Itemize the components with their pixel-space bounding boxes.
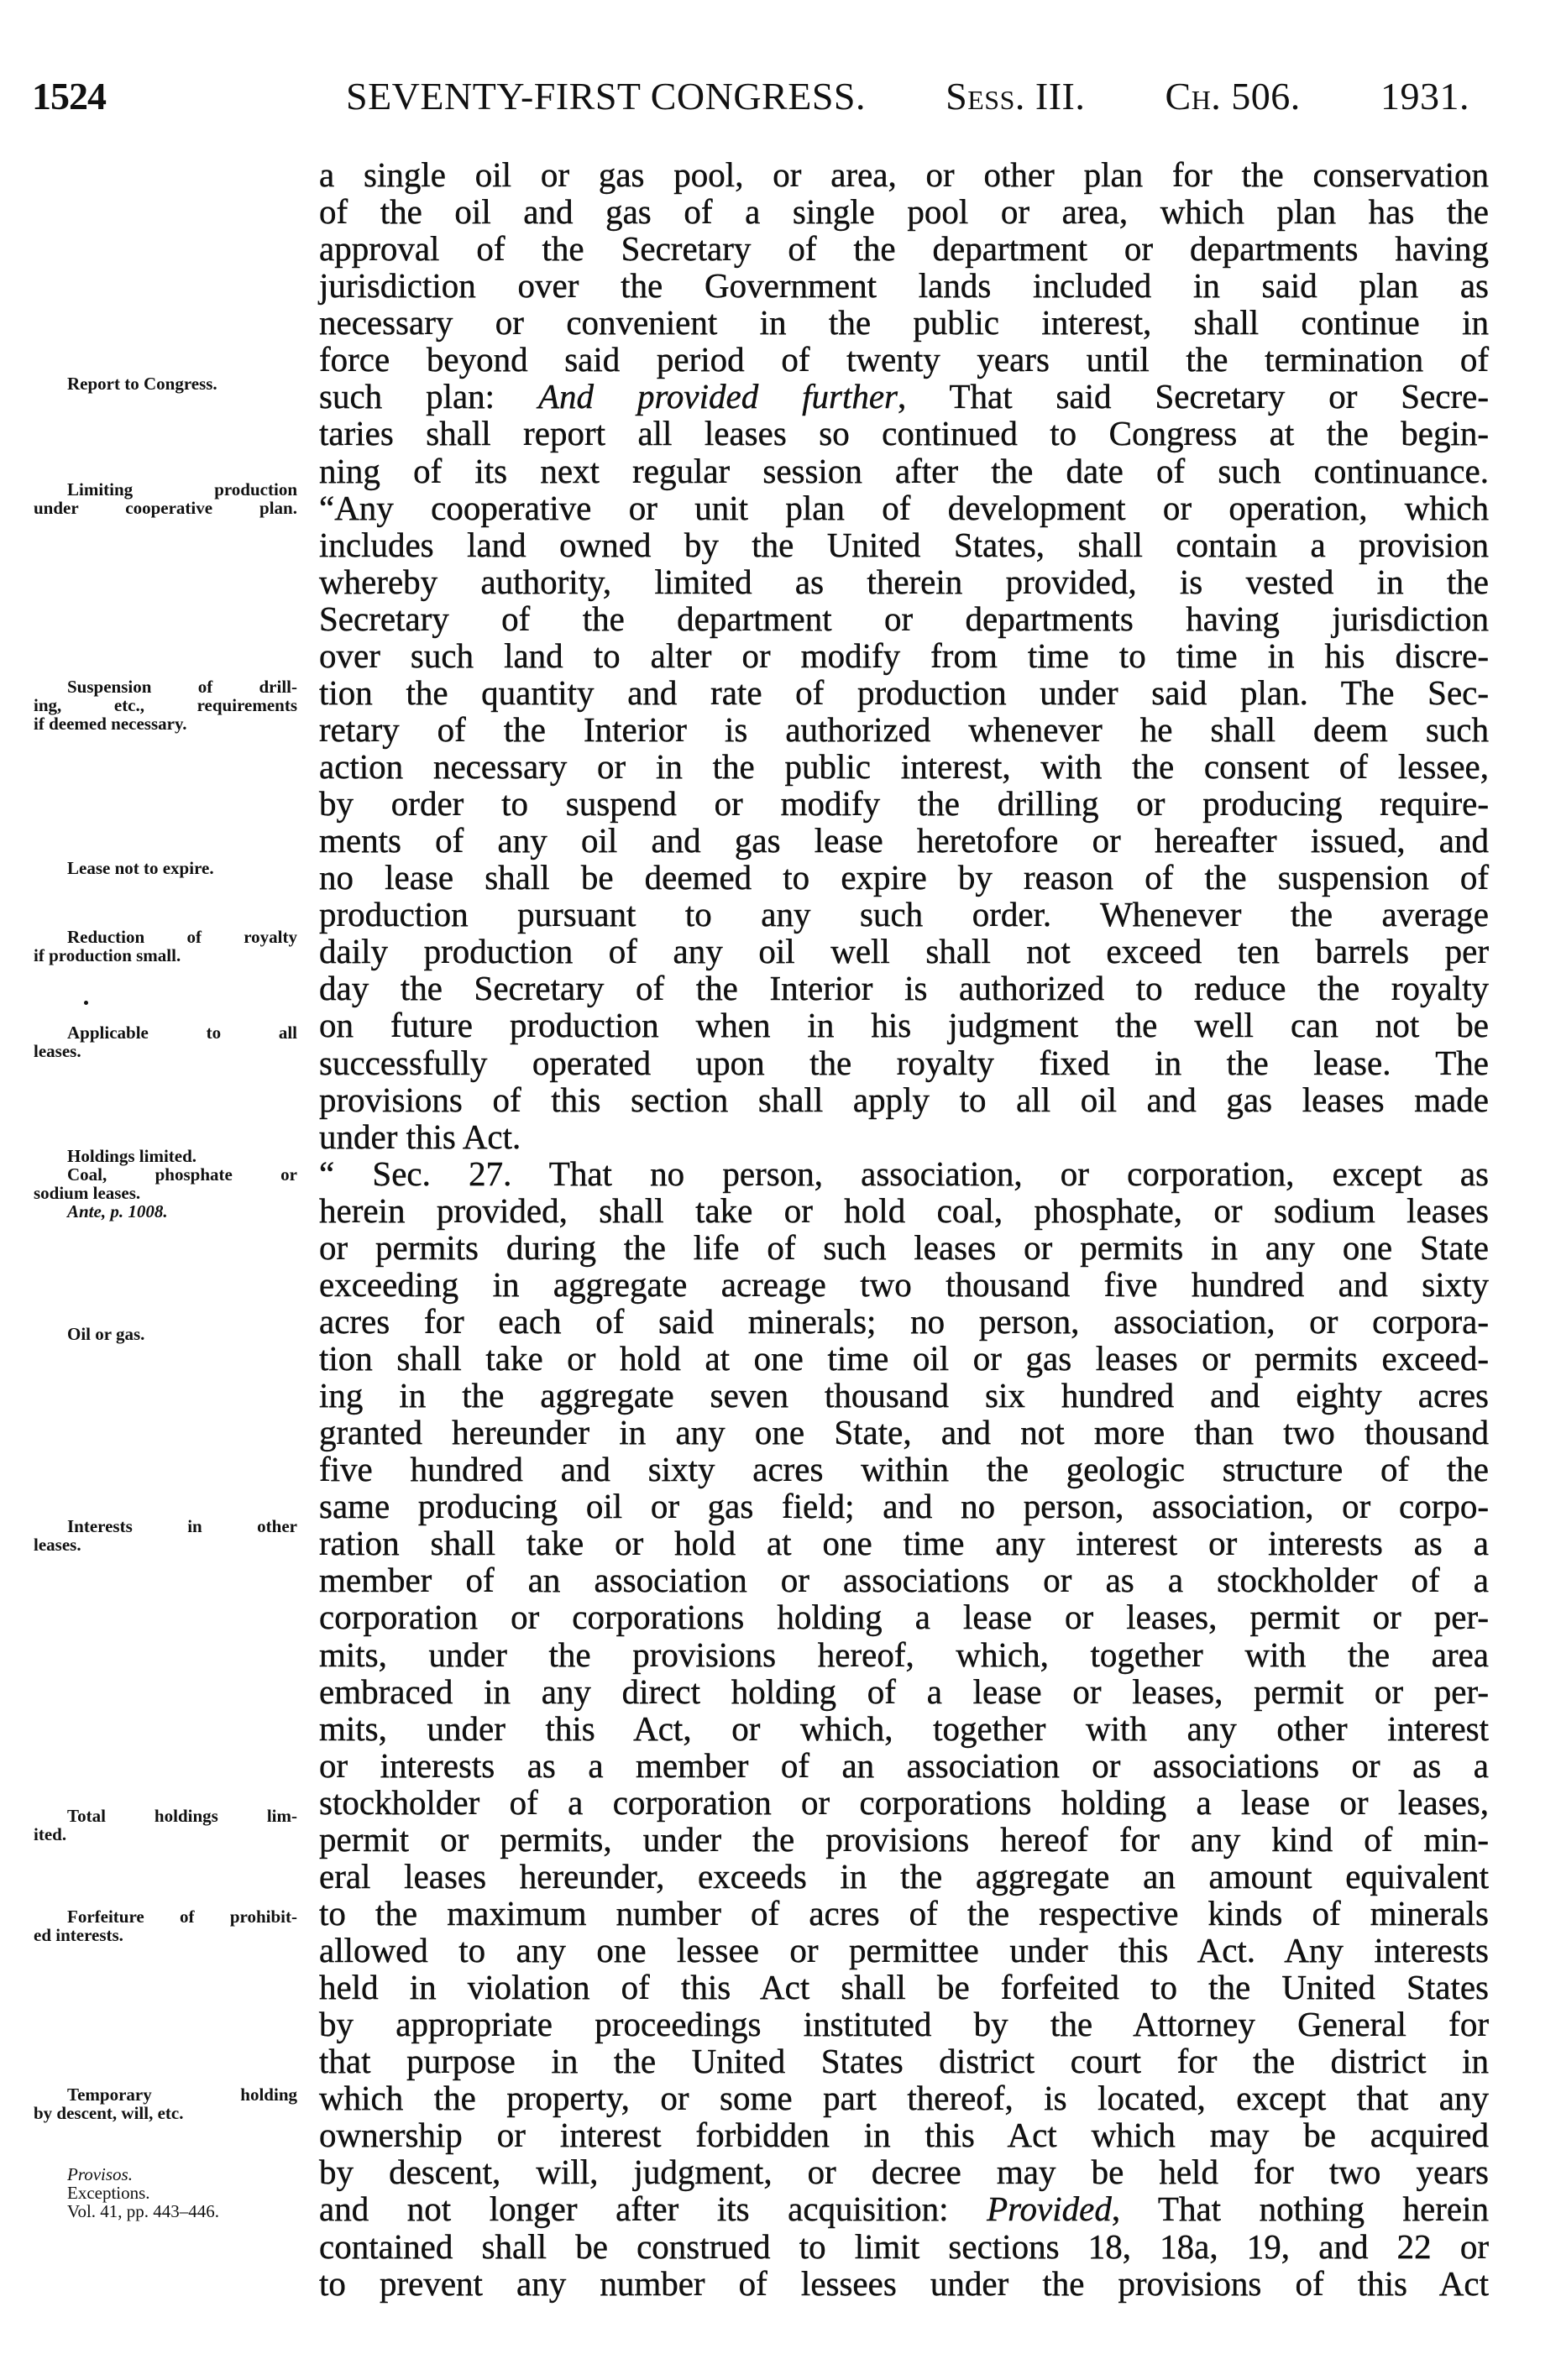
body-line: tion shall take or hold at one time oil or gas leases or permits exceed- <box>319 1339 1489 1378</box>
body-line: exceeding in aggregate acreage two thousand five hundred and sixty <box>319 1264 1489 1304</box>
body-line: whereby authority, limited as therein provided, is vested in the <box>319 562 1489 601</box>
body-line: tion the quantity and rate of production under said plan. The Sec- <box>319 672 1489 712</box>
margin-note-line: leases. <box>34 1535 81 1555</box>
margin-note-suspension <box>34 677 297 733</box>
margin-note-line: Applicable to all <box>67 1023 297 1043</box>
body-line: or interests as a member of an association or associations or as a <box>319 1745 1489 1785</box>
body-line: no lease shall be deemed to expire by reason of the suspension of <box>319 858 1489 897</box>
body-line: day the Secretary of the Interior is authorized to reduce the royalty <box>319 969 1489 1008</box>
body-line: to the maximum number of acres of the respective kinds of minerals <box>319 1893 1489 1933</box>
margin-note-line: Coal, phosphate or <box>67 1164 297 1185</box>
body-line: same producing oil or gas field; and no person, association, or corpo- <box>319 1487 1489 1526</box>
body-line: mits, under the provisions hereof, which, together with the area <box>319 1635 1489 1674</box>
margin-note-forfeiture <box>34 1907 297 1944</box>
margin-note-line: Suspension of drill- <box>67 677 297 697</box>
body-line: ration shall take or hold at one time any interest or interests as a <box>319 1524 1489 1563</box>
body-line: herein provided, shall take or hold coal, phosphate, or sodium leases <box>319 1190 1489 1230</box>
body-line: ning of its next regular session after the date of such continuance. <box>319 451 1489 490</box>
congress-title: SEVENTY-FIRST CONGRESS. <box>346 75 866 118</box>
body-line: permit or permits, under the provisions hereof for any kind of min- <box>319 1819 1489 1859</box>
body-line: allowed to any one lessee or permittee under this Act. Any interests <box>319 1931 1489 1969</box>
margin-note-line: under cooperative plan. <box>34 498 297 518</box>
body-line: by order to suspend or modify the drilling or producing require- <box>319 784 1489 824</box>
body-line: “Any cooperative or unit plan of development or operation, which <box>319 488 1489 527</box>
margin-note-line: Interests in other <box>67 1516 297 1536</box>
body-line: provisions of this section shall apply to all oil and gas leases made <box>319 1080 1489 1119</box>
body-line: ments of any oil and gas lease heretofore or hereafter issued, and <box>319 821 1489 860</box>
body-line: on future production when in his judgment the well can not be <box>319 1006 1489 1045</box>
body-line: or permits during the life of such leases or permits in any one State <box>319 1227 1489 1267</box>
body-line: ownership or interest forbidden in this Act which may be acquired <box>319 2116 1489 2155</box>
margin-note-cross-reference: Vol. 41, pp. 443–446. <box>67 2201 220 2221</box>
body-line <box>319 378 1489 415</box>
body-line: a single oil or gas pool, or area, or other plan for the conservation <box>319 155 1489 194</box>
body-line: held in violation of this Act shall be forfeited to the United States <box>319 1968 1489 2007</box>
body-line: eral leases hereunder, exceeds in the aggregate an amount equivalent <box>319 1856 1489 1896</box>
margin-note-limiting-production <box>34 480 297 517</box>
body-line: mits, under this Act, or which, together with any other interest <box>319 1708 1489 1748</box>
margin-note-total-holdings <box>34 1807 297 1844</box>
body-line: by descent, will, judgment, or decree may be held for two years <box>319 2152 1489 2192</box>
body-line: that purpose in the United States district court for the district in <box>319 2042 1489 2081</box>
body-line: taries shall report all leases so continued to Congress at the begin- <box>319 414 1489 453</box>
margin-note-provisos <box>34 2165 297 2220</box>
body-line: acres for each of said minerals; no person, association, or corpora- <box>319 1301 1489 1341</box>
body-line: includes land owned by the United States, shall contain a provision <box>319 525 1489 564</box>
text-segment: , That said Secretary or Secre- <box>898 377 1489 416</box>
body-line: “ Sec. 27. That no person, association, or corporation, except as <box>319 1153 1489 1193</box>
body-line: jurisdiction over the Government lands included in said plan as <box>319 266 1489 306</box>
margin-note-line: if deemed necessary. <box>34 714 187 734</box>
body-line: action necessary or in the public interest, with the consent of lessee, <box>319 747 1489 786</box>
margin-note-reduction-of-royalty <box>34 928 297 965</box>
margin-note-line: Lease not to expire. <box>67 858 214 878</box>
body-line: retary of the Interior is authorized whenever he shall deem such <box>319 709 1489 749</box>
body-line: daily production of any oil well shall not exceed ten barrels per <box>319 932 1489 971</box>
body-line: production pursuant to any such order. Whenever the average <box>319 895 1489 934</box>
margin-note-line: Reduction of royalty <box>67 927 297 947</box>
margin-note-line: if production small. <box>34 945 181 965</box>
body-line: corporation or corporations holding a lease or leases, permit or per- <box>319 1598 1489 1637</box>
margin-note-line: Oil or gas. <box>67 1324 145 1344</box>
margin-note-line: Exceptions. <box>67 2183 150 2203</box>
margin-note-line: Holdings limited. <box>67 1146 197 1166</box>
text-segment: and not longer after its acquisition: <box>319 2189 987 2229</box>
body-line: of the oil and gas of a single pool or area, which plan has the <box>319 192 1489 232</box>
margin-note-temporary-holding <box>34 2085 297 2122</box>
body-line: five hundred and sixty acres within the geologic structure of the <box>319 1450 1489 1489</box>
body-line: approval of the Secretary of the department or departments having <box>319 229 1489 269</box>
margin-note-line: Temporary holding <box>67 2084 297 2105</box>
margin-note-report-to-congress <box>34 374 297 393</box>
margin-note-line: ed interests. <box>34 1925 123 1945</box>
italic-text: And provided further <box>538 377 898 416</box>
margin-note-line: by descent, will, etc. <box>34 2103 184 2123</box>
text-segment: , That nothing herein <box>1111 2189 1489 2229</box>
body-line: granted hereunder in any one State, and not more than two thousand <box>319 1413 1489 1452</box>
margin-note-applicable <box>34 1023 297 1060</box>
session: Sess. III. <box>946 75 1086 118</box>
body-line: force beyond said period of twenty years until the termination of <box>319 340 1489 379</box>
italic-text: Provided <box>987 2189 1112 2229</box>
body-line: contained shall be construed to limit sections 18, 18a, 19, and 22 or <box>319 2226 1489 2266</box>
margin-note-line: Limiting production <box>67 479 297 500</box>
margin-note-oil-or-gas <box>34 1325 297 1343</box>
body-line: embraced in any direct holding of a lease or leases, permit or per- <box>319 1671 1489 1711</box>
margin-note-holdings-limited <box>34 1147 297 1221</box>
stray-dot <box>84 1001 88 1005</box>
margin-note-line: ing, etc., requirements <box>34 695 297 715</box>
margin-note-line: ited. <box>34 1824 67 1844</box>
body-line: ing in the aggregate seven thousand six hundred and eighty acres <box>319 1376 1489 1415</box>
body-line <box>319 2190 1489 2227</box>
year: 1931. <box>1380 75 1469 118</box>
statute-body-text <box>319 156 1489 2302</box>
chapter: Ch. 506. <box>1165 75 1301 118</box>
margin-note-interests-in-other-leases <box>34 1517 297 1554</box>
margin-note-line: sodium leases. <box>34 1183 141 1203</box>
body-line: which the property, or some part thereof, is located, except that any <box>319 2079 1489 2118</box>
body-line: over such land to alter or modify from time to time in his discre- <box>319 636 1489 675</box>
margin-note-line: Forfeiture of prohibit- <box>67 1907 297 1927</box>
body-line: necessary or convenient in the public interest, shall continue in <box>319 303 1489 343</box>
body-line: member of an association or associations or as a stockholder of a <box>319 1561 1489 1600</box>
margin-note-line: Total holdings lim- <box>67 1806 297 1826</box>
body-line: successfully operated upon the royalty fixed in the lease. The <box>319 1043 1489 1082</box>
body-line: stockholder of a corporation or corporations holding a lease or leases, <box>319 1782 1489 1822</box>
margin-note-line: Report to Congress. <box>67 374 217 394</box>
body-line: by appropriate proceedings instituted by the Attorney General for <box>319 2005 1489 2044</box>
margin-note-line: Provisos. <box>67 2164 133 2184</box>
body-line: Secretary of the department or departments having jurisdiction <box>319 599 1489 638</box>
margin-note-lease-not-to-expire <box>34 859 297 877</box>
page-number: 1524 <box>32 75 106 118</box>
body-line: under this Act. <box>319 1117 521 1156</box>
text-segment: such plan: <box>319 377 538 416</box>
running-head <box>346 74 1469 118</box>
margin-note-line: leases. <box>34 1041 81 1061</box>
body-line: to prevent any number of lessees under the provisions of this Act <box>319 2263 1489 2303</box>
margin-note-cross-reference: Ante, p. 1008. <box>67 1201 168 1221</box>
